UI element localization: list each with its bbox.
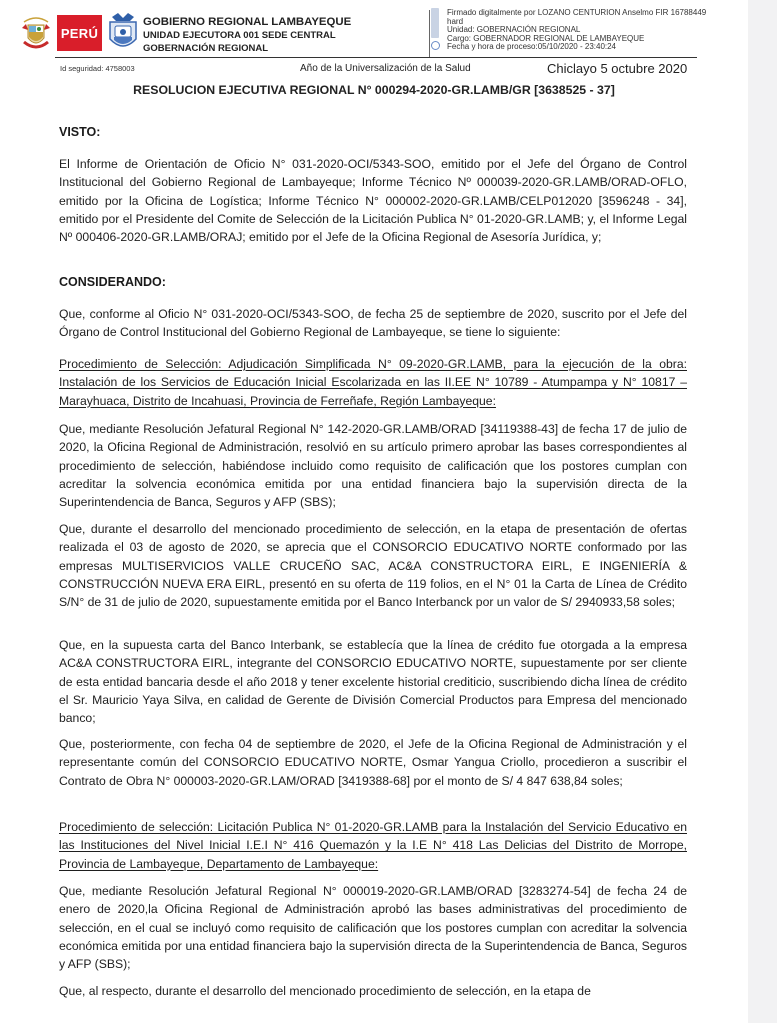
organization-name: GOBIERNO REGIONAL LAMBAYEQUE xyxy=(143,16,352,28)
header-divider xyxy=(55,57,697,58)
visto-paragraph: El Informe de Orientación de Oficio N° 031-2020-OCI/5343-SOO, emitido por el Jefe del Órgano de Control Institucional del Gobierno Regional de Lambayeque; Informe Técnico Nº 000039-2020-GR.LAMB/ORAD-OFLO, emitido por la Oficina de Logística; Informe Técnico N° 000002-2020-GR.LAMB/CELP012020 [3596248 - 34], emitido por el Presidente del Comite de Selección de la Licitación Publica N° 01-2020-GR.LAMB; y, el Informe Legal Nº 000406-2020-GR.LAMB/ORAJ; emitido por el Jefe de la Oficina Regional de Asesoría Jurídica, y; xyxy=(59,157,687,245)
digital-signature-block xyxy=(447,9,706,52)
signature-divider xyxy=(429,10,430,57)
security-id: Id seguridad: 4758003 xyxy=(60,64,135,73)
peru-brand-label: PERÚ xyxy=(60,25,99,41)
signature-unit: Unidad: GOBERNACIÓN REGIONAL xyxy=(447,25,581,34)
viewer-background-strip xyxy=(748,0,777,1023)
signature-certificate-type: hard xyxy=(447,16,464,26)
place-and-date: Chiclayo 5 octubre 2020 xyxy=(547,61,688,76)
paragraph-resolucion-142: Que, mediante Resolución Jefatural Regional N° 142-2020-GR.LAMB/ORAD [34119388-43] de fecha 17 de julio de 2020, la Oficina Regional de Administración, resolvió en su artículo primero aprobar las bases correspondientes al procedimiento de selección, habiéndose incluido como requisito de calificación que los postores cumplan con acreditar la solvencia económica emitida por una entidad financiera bajo la supervisión directa de la Superintendencia de Banca, Seguros y AFP (SBS); xyxy=(59,422,687,510)
paragraph-carta-interbank: Que, en la supuesta carta del Banco Interbank, se establecía que la línea de crédito fue otorgada a la empresa AC&A CONSTRUCTORA EIRL, integrante del CONSORCIO EDUCATIVO NORTE, supuestamente por ser cliente de esta entidad bancaria desde el año 2018 y tener excelente historial crediticio, suscribiendo dicha línea de crédito el Sr. Mauricio Yaya Silva, en calidad de Gerente de División Comercial Productos para Empresa del mencionado banco; xyxy=(59,638,687,726)
resolution-title: RESOLUCION EJECUTIVA REGIONAL N° 000294-2020-GR.LAMB/GR [3638525 - 37] xyxy=(133,83,615,97)
peru-brand-logo xyxy=(57,15,102,51)
visto-heading: VISTO: xyxy=(59,125,101,139)
subheading-adjudicacion-simplificada: Procedimiento de Selección: Adjudicación Simplificada N° 09-2020-GR.LAMB, para la ejecución de la obra: Instalación de los Servicios de Educación Inicial Escolarizada en las II.EE N° 10789 - Atumpampa y N° 10817 – Marayhuaca, Distrito de Incahuasi, Provincia de Ferreñafe, Región Lambayeque: xyxy=(59,357,687,408)
organization-unit: UNIDAD EJECUTORA 001 SEDE CENTRAL xyxy=(143,30,336,41)
signature-signed-by: Firmado digitalmente por LOZANO CENTURION Anselmo FIR 16788449 xyxy=(447,8,707,17)
peru-coat-of-arms-icon xyxy=(20,14,52,52)
signature-timestamp: Fecha y hora de proceso:05/10/2020 - 23:40:24 xyxy=(447,42,617,51)
year-motto: Año de la Universalización de la Salud xyxy=(300,63,471,74)
considerando-heading: CONSIDERANDO: xyxy=(59,275,166,289)
paragraph-oficio: Que, conforme al Oficio N° 031-2020-OCI/5343-SOO, de fecha 25 de septiembre de 2020, suscrito por el Jefe del Órgano de Control Institucional del Gobierno Regional de Lambayeque, se tiene lo siguiente: xyxy=(59,307,687,340)
signature-seal-icon xyxy=(431,41,440,50)
paragraph-contrato-obra: Que, posteriormente, con fecha 04 de septiembre de 2020, el Jefe de la Oficina Regional de Administración y el representante común del CONSORCIO EDUCATIVO NORTE, Osmar Yangua Criollo, procedieron a suscribir el Contrato de Obra N° 000003-2020-GR.LAM/ORAD [3419388-68] por el monto de S/ 4 847 638,84 soles; xyxy=(59,737,687,788)
paragraph-al-respecto: Que, al respecto, durante el desarrollo del mencionado procedimiento de selección, en la etapa de xyxy=(59,984,591,998)
regional-government-logo-icon xyxy=(106,11,140,53)
paragraph-presentacion-ofertas: Que, durante el desarrollo del mencionado procedimiento de selección, en la etapa de presentación de ofertas realizada el 03 de agosto de 2020, se aprecia que el CONSORCIO EDUCATIVO NORTE conformado por las empresas MULTISERVICIOS VALLE CRUCEÑO SAC, AC&A CONSTRUCTORA EIRL, E INGENIERÍA & CONSTRUCCIÓN NUEVA ERA EIRL, presentó en su oferta de 119 folios, en el N° 01 la Carta de Línea de Crédito S/N° de 31 de julio de 2020, supuestamente emitida por el Banco Interbanck por un valor de S/ 2940933,58 soles; xyxy=(59,522,687,610)
signature-stamp-icon xyxy=(431,8,439,38)
organization-office: GOBERNACIÓN REGIONAL xyxy=(143,43,269,54)
paragraph-resolucion-000019: Que, mediante Resolución Jefatural Regional N° 000019-2020-GR.LAMB/ORAD [3283274-54] de fecha 24 de enero de 2020,la Oficina Regional de Administración aprobó las bases administrativas del procedimiento de selección, en el cual se incluyó como requisito de calificación que los postores cumplan con acreditar la solvencia económica emitida por una entidad financiera bajo la supervisión directa de la Superintendencia de Banca, Seguros y AFP (SBS); xyxy=(59,884,687,972)
subheading-licitacion-publica: Procedimiento de selección: Licitación Publica N° 01-2020-GR.LAMB para la Instalación del Servicio Educativo en las Instituciones del Nivel Inicial I.E.I N° 416 Quemazón y la I.E N° 418 Las Delicias del Distrito de Morrope, Provincia de Lambayeque, Departamento de Lambayeque: xyxy=(59,820,687,871)
signature-position: Cargo: GOBERNADOR REGIONAL DE LAMBAYEQUE xyxy=(447,33,645,43)
organization-block xyxy=(143,15,351,55)
